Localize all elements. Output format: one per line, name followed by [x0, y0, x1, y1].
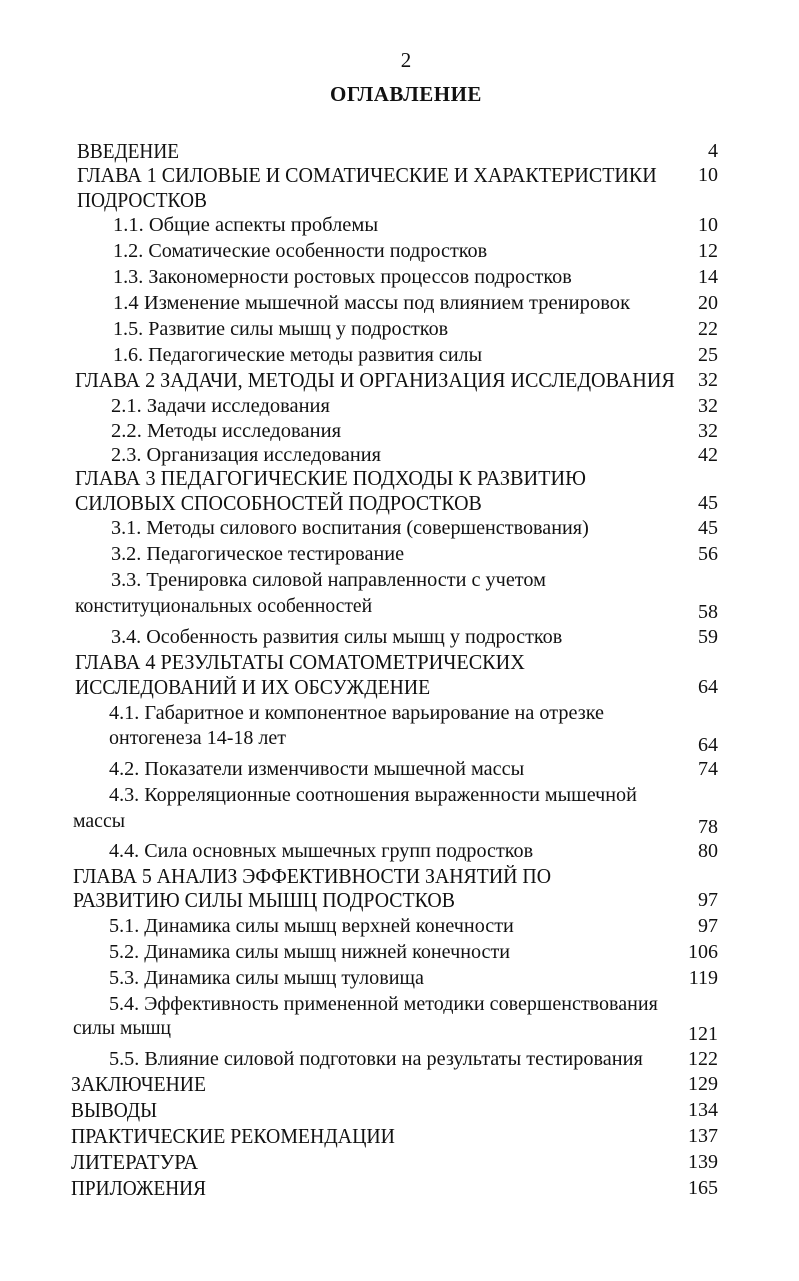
toc-chapter-title: ЗАКЛЮЧЕНИЕ	[71, 1072, 206, 1096]
toc-page-number: 97	[698, 889, 718, 911]
toc-page-number: 58	[698, 601, 718, 623]
toc-page-number: 45	[698, 517, 718, 539]
toc-chapter-title: ПРИЛОЖЕНИЯ	[71, 1176, 206, 1200]
toc-entry-title: 1.2. Соматические особенности подростков	[113, 240, 488, 262]
toc-chapter-title: ЛИТЕРАТУРА	[71, 1150, 199, 1174]
toc-chapter-title: РАЗВИТИЮ СИЛЫ МЫШЦ ПОДРОСТКОВ	[73, 888, 455, 912]
toc-entry-title: массы	[73, 810, 126, 832]
toc-entry-title: 5.2. Динамика силы мышц нижней конечности	[109, 941, 511, 963]
toc-chapter-title: ГЛАВА 4 РЕЗУЛЬТАТЫ СОМАТОМЕТРИЧЕСКИХ	[75, 650, 525, 674]
toc-page-number: 64	[698, 734, 718, 756]
toc-entry-title: 1.5. Развитие силы мышц у подростков	[113, 318, 449, 340]
toc-entry-title: 4.1. Габаритное и компонентное варьирование на отрезке	[109, 702, 605, 724]
toc-entry-title: 1.1. Общие аспекты проблемы	[113, 214, 379, 236]
toc-page-number: 134	[688, 1099, 718, 1121]
toc-entry-title: 1.4 Изменение мышечной массы под влиянием тренировок	[113, 292, 631, 314]
toc-chapter-title: ВЫВОДЫ	[71, 1098, 158, 1122]
toc-entry-title: 1.3. Закономерности ростовых процессов подростков	[113, 266, 572, 288]
toc-entry-title: 3.1. Методы силового воспитания (совершенствования)	[111, 517, 589, 539]
toc-entry-title: конституциональных особенностей	[75, 595, 373, 617]
toc-page-number: 139	[688, 1151, 718, 1173]
toc-chapter-title: ВВЕДЕНИЕ	[77, 139, 180, 163]
toc-page-number: 10	[698, 214, 718, 236]
toc-page-number: 42	[698, 444, 718, 466]
toc-page-number: 32	[698, 395, 718, 417]
toc-page-number: 4	[708, 140, 718, 162]
toc-page-number: 74	[698, 758, 718, 780]
toc-page-number: 80	[698, 840, 718, 862]
toc-page-number: 32	[698, 369, 718, 391]
toc-page-number: 22	[698, 318, 718, 340]
toc-page-number: 129	[688, 1073, 718, 1095]
toc-page-number: 45	[698, 492, 718, 514]
toc-entry-title: 3.4. Особенность развития силы мышц у подростков	[111, 626, 563, 648]
toc-entry-title: 3.3. Тренировка силовой направленности с учетом	[111, 569, 546, 591]
toc-entry-title: 2.1. Задачи исследования	[111, 395, 330, 417]
toc-chapter-title: ИССЛЕДОВАНИЙ И ИХ ОБСУЖДЕНИЕ	[75, 675, 431, 699]
toc-entry-title: 3.2. Педагогическое тестирование	[111, 543, 405, 565]
toc-page-number: 59	[698, 626, 718, 648]
toc-chapter-title: ПОДРОСТКОВ	[77, 188, 207, 212]
toc-page-number: 106	[688, 941, 718, 963]
toc-page-number: 122	[688, 1048, 718, 1070]
toc-chapter-title: ГЛАВА 5 АНАЛИЗ ЭФФЕКТИВНОСТИ ЗАНЯТИЙ ПО	[73, 864, 552, 888]
toc-entry-title: 5.3. Динамика силы мышц туловища	[109, 967, 424, 989]
toc-chapter-title: ГЛАВА 1 СИЛОВЫЕ И СОМАТИЧЕСКИЕ И ХАРАКТЕРИСТИКИ	[77, 163, 657, 187]
toc-page-number: 97	[698, 915, 718, 937]
toc-page-number: 121	[688, 1023, 718, 1045]
toc-page-number: 56	[698, 543, 718, 565]
toc-chapter-title: СИЛОВЫХ СПОСОБНОСТЕЙ ПОДРОСТКОВ	[75, 491, 482, 515]
toc-page-number: 20	[698, 292, 718, 314]
toc-entry-title: 2.3. Организация исследования	[111, 444, 381, 466]
toc-chapter-title: ГЛАВА 3 ПЕДАГОГИЧЕСКИЕ ПОДХОДЫ К РАЗВИТИЮ	[75, 466, 586, 490]
toc-page-number: 25	[698, 344, 718, 366]
toc-entry-title: 4.3. Корреляционные соотношения выраженности мышечной	[109, 784, 637, 806]
toc-entry-title: 4.2. Показатели изменчивости мышечной массы	[109, 758, 525, 780]
toc-page-number: 12	[698, 240, 718, 262]
toc-page-number: 119	[688, 967, 718, 989]
toc-page-number: 137	[688, 1125, 718, 1147]
toc-chapter-title: ГЛАВА 2 ЗАДАЧИ, МЕТОДЫ И ОРГАНИЗАЦИЯ ИССЛЕДОВАНИЯ	[75, 368, 675, 392]
toc-page-number: 165	[688, 1177, 718, 1199]
toc-entry-title: 5.4. Эффективность примененной методики совершенствования	[109, 993, 658, 1015]
toc-entry-title: 1.6. Педагогические методы развития силы	[113, 344, 483, 366]
toc-page-number: 32	[698, 420, 718, 442]
toc-entry-title: 4.4. Сила основных мышечных групп подростков	[109, 840, 534, 862]
toc-entry-title: онтогенеза 14-18 лет	[109, 727, 287, 749]
toc-page-number: 78	[698, 816, 718, 838]
page-title: ОГЛАВЛЕНИЕ	[330, 82, 482, 106]
toc-entry-title: силы мышц	[73, 1017, 171, 1039]
toc-entry-title: 2.2. Методы исследования	[111, 420, 342, 442]
toc-page-number: 10	[698, 164, 718, 186]
toc-entry-title: 5.5. Влияние силовой подготовки на результаты тестирования	[109, 1048, 643, 1070]
toc-entry-title: 5.1. Динамика силы мышц верхней конечности	[109, 915, 514, 937]
toc-chapter-title: ПРАКТИЧЕСКИЕ РЕКОМЕНДАЦИИ	[71, 1124, 395, 1148]
page-number: 2	[400, 48, 412, 72]
toc-page-number: 14	[698, 266, 718, 288]
toc-page-number: 64	[698, 676, 718, 698]
